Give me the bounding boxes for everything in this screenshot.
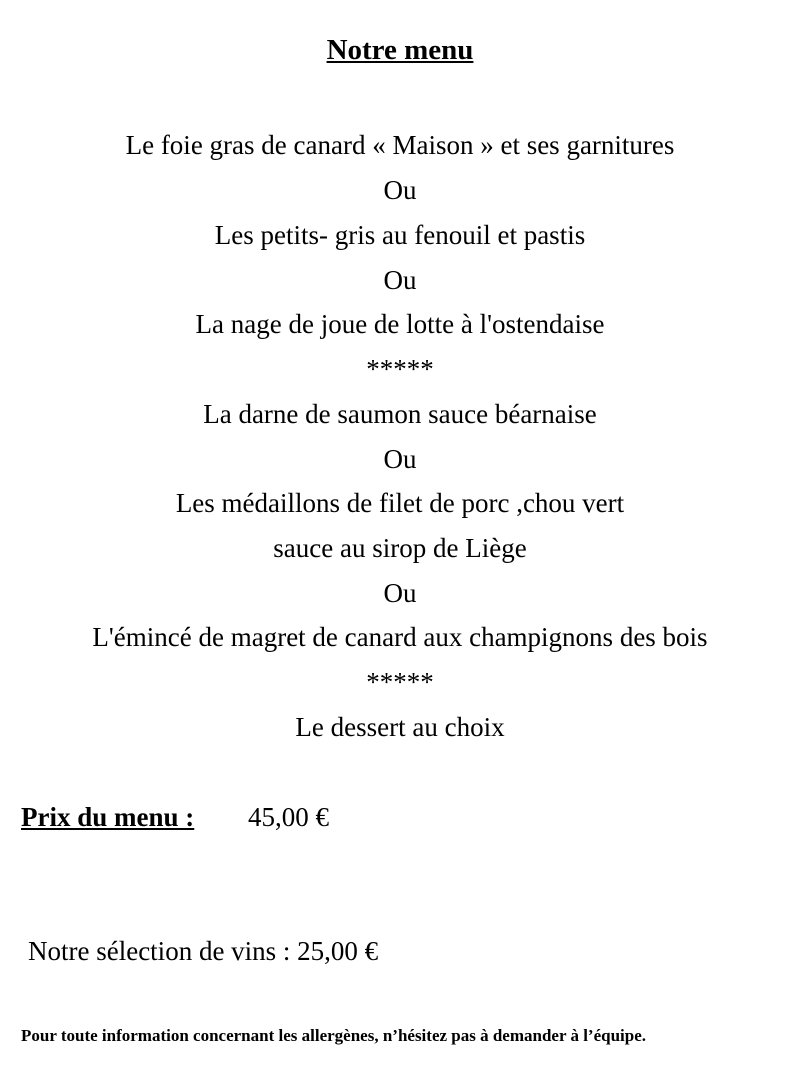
menu-line-main-1: La darne de saumon sauce béarnaise xyxy=(203,399,597,429)
menu-separator: ***** xyxy=(366,667,434,697)
menu-line-main-2: Les médaillons de filet de porc ,chou vert xyxy=(175,488,625,518)
allergen-note: Pour toute information concernant les allergènes, n’hésitez pas à demander à l’équipe. xyxy=(21,1026,647,1045)
menu-line-starter-3: La nage de joue de lotte à l'ostendaise xyxy=(195,309,605,339)
wine-selection: Notre sélection de vins : 25,00 € xyxy=(28,936,379,966)
menu-line-main-2-cont: sauce au sirop de Liège xyxy=(273,533,527,563)
price-row xyxy=(21,800,329,834)
price-label: Prix du menu : xyxy=(21,802,195,832)
menu-line-or: Ou xyxy=(383,444,417,474)
price-value: 45,00 € xyxy=(248,802,329,832)
menu-line-main-3: L'émincé de magret de canard aux champignons des bois xyxy=(92,622,708,652)
menu-line-or: Ou xyxy=(383,265,417,295)
menu-line-dessert: Le dessert au choix xyxy=(295,712,505,742)
menu-line-or: Ou xyxy=(383,578,417,608)
menu-separator: ***** xyxy=(366,354,434,384)
menu-line-starter-2: Les petits- gris au fenouil et pastis xyxy=(214,220,586,250)
menu-line-starter-1: Le foie gras de canard « Maison » et ses garnitures xyxy=(125,130,675,160)
menu-line-or: Ou xyxy=(383,175,417,205)
page-title: Notre menu xyxy=(326,34,474,66)
